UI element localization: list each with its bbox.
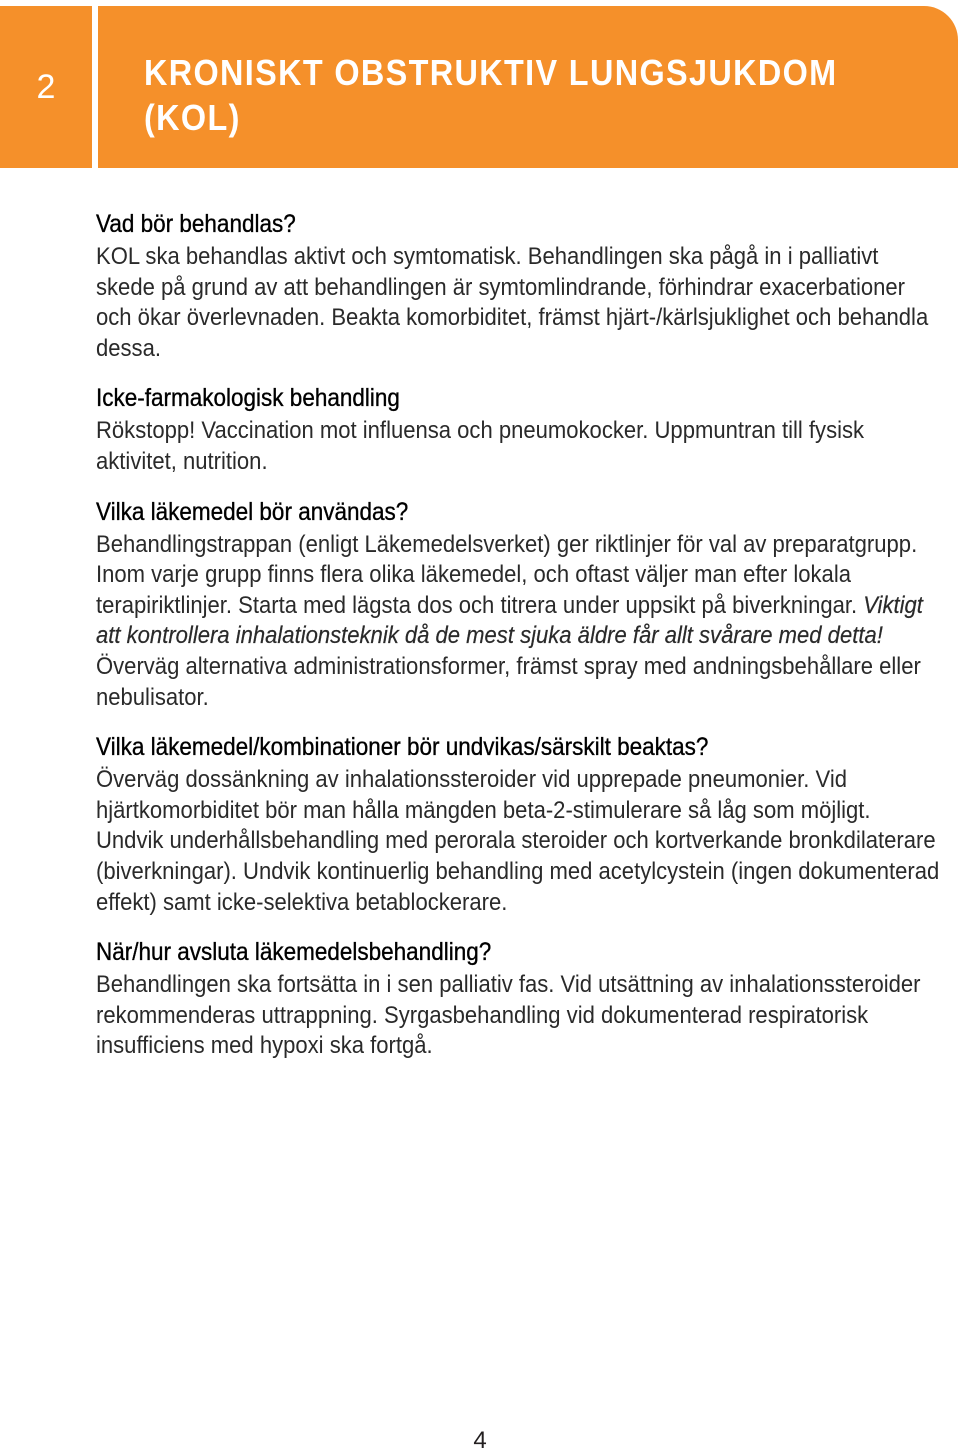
page-number: 4	[473, 1427, 487, 1454]
chapter-title-banner	[98, 6, 958, 168]
chapter-title-line2: (KOL)	[144, 97, 241, 138]
section-heading: När/hur avsluta läkemedelsbehandling?	[96, 938, 492, 967]
section-avoid-drugs	[96, 731, 942, 918]
section-heading: Icke-farmakologisk behandling	[96, 384, 400, 413]
section-text: KOL ska behandlas aktivt och symtomatisk. Behandlingen ska pågå in i palliativt skede på grund av att behandlingen är symtomlindrande, förhindrar exacerbationer och ökar överlevnaden. Beakta komorbiditet, främst hjärt-/kärlsjuklighet och behandla dessa.	[96, 243, 929, 362]
section-heading: Vad bör behandlas?	[96, 210, 296, 238]
section-text-end: Överväg alternativa administrationsformer, främst spray med andningsbehållare eller nebulisator.	[96, 652, 921, 711]
chapter-number: 2	[36, 67, 56, 106]
section-heading: Vilka läkemedel bör användas?	[96, 497, 409, 526]
section-heading: Vilka läkemedel/kombinationer bör undvikas/särskilt beaktas?	[96, 733, 709, 762]
section-non-pharmacological	[96, 382, 942, 477]
main-content	[96, 208, 942, 1080]
section-discontinue	[96, 936, 942, 1062]
emphasis-text: Viktigt att kontrollera inhalationsteknik då de mest sjuka äldre får allt svårare med detta!	[96, 591, 923, 650]
chapter-number-box	[0, 6, 92, 168]
section-what-to-treat	[96, 208, 942, 364]
section-text: Behandlingen ska fortsätta in i sen palliativ fas. Vid utsättning av inhalationssteroider rekommenderas uttrappning. Syrgasbehandling vid dokumenterad respiratorisk insufficiens med hypoxi ska fortgå.	[96, 971, 921, 1060]
section-text	[96, 530, 942, 714]
section-which-drugs	[96, 496, 942, 714]
section-text: Överväg dossänkning av inhalationssteroider vid upprepade pneumonier. Vid hjärtkomorbiditet bör man hålla mängden beta-2-stimulerare så låg som möjligt. Undvik underhållsbehandling med perorala steroider och kortverkande bronkdilaterare (biverkningar). Undvik kontinuerlig behandling med acetylcystein (ingen dokumenterad effekt) samt icke-selektiva betablockerare.	[96, 766, 940, 916]
chapter-title-line1: KRONISKT OBSTRUKTIV LUNGSJUKDOM	[144, 52, 838, 93]
section-text: Rökstopp! Vaccination mot influensa och pneumokocker. Uppmuntran till fysisk aktivitet, nutrition.	[96, 417, 865, 475]
chapter-title	[144, 50, 882, 140]
section-text-start: Behandlingstrappan (enligt Läkemedelsverket) ger riktlinjer för val av preparatgrupp. Inom varje grupp finns flera olika läkemedel, och oftast väljer man efter lokala terapiriktlinjer. Starta med lägsta dos och titrera under uppsikt på biverkningar.	[96, 530, 918, 619]
